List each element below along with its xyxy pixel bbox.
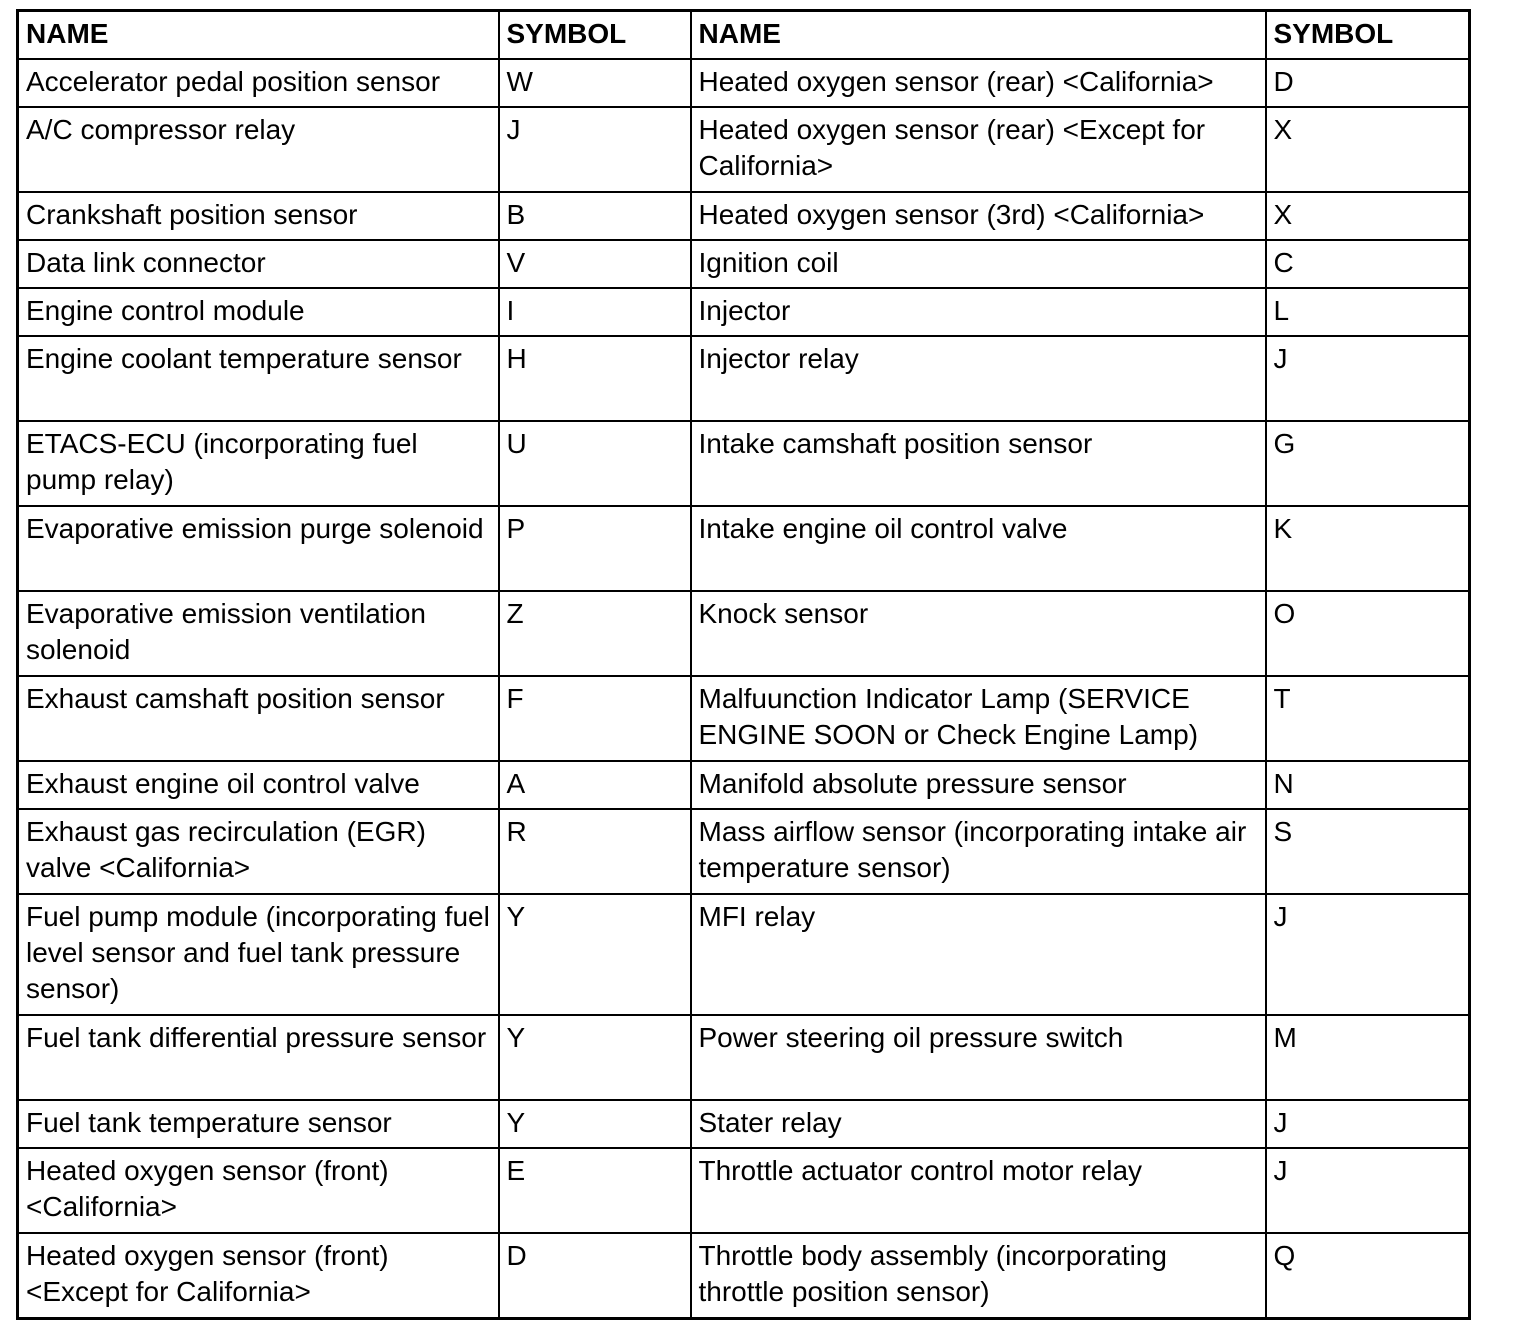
table-row — [18, 1015, 1470, 1100]
symbol-right-cell: L — [1266, 288, 1470, 336]
table-row — [18, 676, 1470, 761]
name-left-cell: Accelerator pedal position sensor — [18, 59, 499, 107]
name-left-cell: Evaporative emission ventilation solenoid — [18, 591, 499, 676]
table-row — [18, 336, 1470, 421]
symbol-left-cell: D — [499, 1233, 691, 1319]
symbol-right-cell: X — [1266, 107, 1470, 192]
symbol-right-cell: X — [1266, 192, 1470, 240]
symbol-left-cell: Y — [499, 1015, 691, 1100]
table-row — [18, 1100, 1470, 1148]
table-row — [18, 59, 1470, 107]
symbol-right-cell: G — [1266, 421, 1470, 506]
name-left-cell: Engine coolant temperature sensor — [18, 336, 499, 421]
name-right-cell: Intake camshaft position sensor — [691, 421, 1266, 506]
name-right-cell: Injector — [691, 288, 1266, 336]
symbol-left-cell: R — [499, 809, 691, 894]
table-row — [18, 591, 1470, 676]
name-right-cell: Knock sensor — [691, 591, 1266, 676]
table-row — [18, 240, 1470, 288]
component-symbol-table — [16, 9, 1471, 1320]
name-right-cell: MFI relay — [691, 894, 1266, 1015]
symbol-left-cell: J — [499, 107, 691, 192]
name-right-cell: Injector relay — [691, 336, 1266, 421]
table-row — [18, 506, 1470, 591]
name-right-cell: Stater relay — [691, 1100, 1266, 1148]
header-name-right: NAME — [691, 11, 1266, 60]
name-left-cell: Heated oxygen sensor (front) <California> — [18, 1148, 499, 1233]
header-row — [18, 11, 1470, 60]
header-symbol-right: SYMBOL — [1266, 11, 1470, 60]
name-right-cell: Malfuunction Indicator Lamp (SERVICE ENGINE SOON or Check Engine Lamp) — [691, 676, 1266, 761]
symbol-right-cell: J — [1266, 1148, 1470, 1233]
name-left-cell: Fuel tank differential pressure sensor — [18, 1015, 499, 1100]
name-right-cell: Throttle actuator control motor relay — [691, 1148, 1266, 1233]
name-left-cell: ETACS-ECU (incorporating fuel pump relay) — [18, 421, 499, 506]
symbol-left-cell: F — [499, 676, 691, 761]
symbol-left-cell: Y — [499, 894, 691, 1015]
name-left-cell: Data link connector — [18, 240, 499, 288]
name-left-cell: Crankshaft position sensor — [18, 192, 499, 240]
name-right-cell: Mass airflow sensor (incorporating intake air temperature sensor) — [691, 809, 1266, 894]
table-row — [18, 288, 1470, 336]
table-row — [18, 894, 1470, 1015]
symbol-left-cell: V — [499, 240, 691, 288]
header-symbol-left: SYMBOL — [499, 11, 691, 60]
header-name-left: NAME — [18, 11, 499, 60]
name-left-cell: Fuel tank temperature sensor — [18, 1100, 499, 1148]
table-row — [18, 1148, 1470, 1233]
symbol-right-cell: Q — [1266, 1233, 1470, 1319]
table-row — [18, 107, 1470, 192]
symbol-left-cell: B — [499, 192, 691, 240]
symbol-right-cell: M — [1266, 1015, 1470, 1100]
symbol-right-cell: J — [1266, 894, 1470, 1015]
symbol-left-cell: A — [499, 761, 691, 809]
table-row — [18, 761, 1470, 809]
symbol-left-cell: Y — [499, 1100, 691, 1148]
name-left-cell: Exhaust gas recirculation (EGR) valve <California> — [18, 809, 499, 894]
symbol-right-cell: D — [1266, 59, 1470, 107]
symbol-left-cell: Z — [499, 591, 691, 676]
symbol-left-cell: U — [499, 421, 691, 506]
symbol-right-cell: K — [1266, 506, 1470, 591]
symbol-left-cell: P — [499, 506, 691, 591]
name-right-cell: Power steering oil pressure switch — [691, 1015, 1266, 1100]
table-row — [18, 421, 1470, 506]
name-right-cell: Ignition coil — [691, 240, 1266, 288]
symbol-right-cell: O — [1266, 591, 1470, 676]
symbol-left-cell: H — [499, 336, 691, 421]
symbol-right-cell: J — [1266, 1100, 1470, 1148]
symbol-left-cell: I — [499, 288, 691, 336]
symbol-left-cell: W — [499, 59, 691, 107]
name-right-cell: Throttle body assembly (incorporating throttle position sensor) — [691, 1233, 1266, 1319]
table-row — [18, 192, 1470, 240]
name-right-cell: Heated oxygen sensor (rear) <California> — [691, 59, 1266, 107]
name-left-cell: Exhaust camshaft position sensor — [18, 676, 499, 761]
name-left-cell: Engine control module — [18, 288, 499, 336]
symbol-right-cell: T — [1266, 676, 1470, 761]
name-left-cell: Heated oxygen sensor (front) <Except for California> — [18, 1233, 499, 1319]
symbol-right-cell: N — [1266, 761, 1470, 809]
table-row — [18, 1233, 1470, 1319]
name-right-cell: Heated oxygen sensor (3rd) <California> — [691, 192, 1266, 240]
name-right-cell: Intake engine oil control valve — [691, 506, 1266, 591]
name-left-cell: Fuel pump module (incorporating fuel level sensor and fuel tank pressure sensor) — [18, 894, 499, 1015]
name-left-cell: Evaporative emission purge solenoid — [18, 506, 499, 591]
symbol-left-cell: E — [499, 1148, 691, 1233]
name-left-cell: A/C compressor relay — [18, 107, 499, 192]
symbol-right-cell: J — [1266, 336, 1470, 421]
table-row — [18, 809, 1470, 894]
symbol-right-cell: S — [1266, 809, 1470, 894]
name-right-cell: Manifold absolute pressure sensor — [691, 761, 1266, 809]
symbol-right-cell: C — [1266, 240, 1470, 288]
name-right-cell: Heated oxygen sensor (rear) <Except for California> — [691, 107, 1266, 192]
name-left-cell: Exhaust engine oil control valve — [18, 761, 499, 809]
